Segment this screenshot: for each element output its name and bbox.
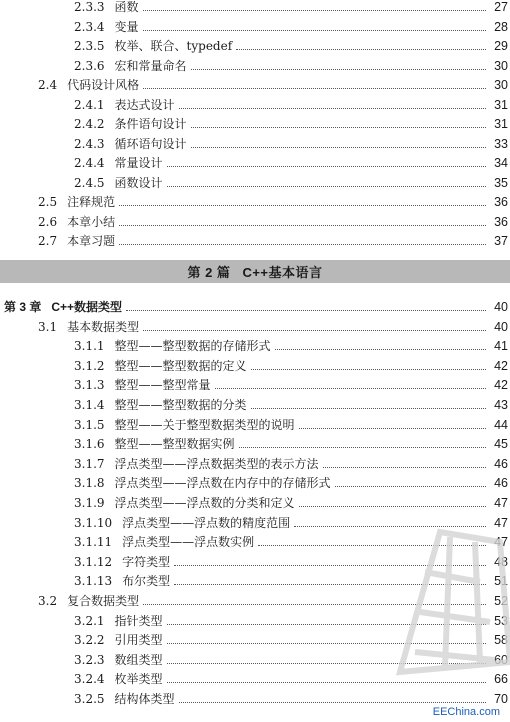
toc-entry-number: 2.3.5 [74, 39, 105, 53]
toc-entry-title: 代码设计风格 [67, 78, 140, 92]
toc-entry-title: 浮点类型——浮点数实例 [122, 535, 255, 550]
toc-entry-title: 布尔类型 [122, 574, 171, 589]
toc-entry-title: 枚举、联合、typedef [114, 39, 233, 53]
toc-entry-number: 3.2 [38, 594, 58, 608]
toc-entry-page: 46 [494, 456, 508, 471]
toc-entry-number: 3.1 [38, 319, 58, 334]
toc-entry-title: 循环语句设计 [114, 136, 187, 151]
toc-entry-title: 整型——关于整型数据类型的说明 [114, 417, 295, 432]
toc-entry-number: 3.1.5 [74, 417, 105, 432]
toc-entry-title: 浮点类型——浮点数的分类和定义 [114, 496, 295, 510]
toc-entry-number: 3.1.11 [74, 535, 113, 550]
toc-entry-number: 第 3 章 [4, 300, 42, 314]
toc-entry-page: 47 [494, 496, 508, 510]
toc-entry-number: 3.1.13 [74, 574, 113, 589]
toc-entry-page: 45 [494, 437, 508, 452]
toc-entry-number: 3.1.10 [74, 515, 113, 530]
toc-entry-title: 宏和常量命名 [114, 58, 187, 73]
toc-entry-number: 2.4.5 [74, 175, 105, 190]
toc-entry-page: 66 [494, 672, 508, 687]
toc-entry-page: 46 [494, 476, 508, 491]
part-number: 第 2 篇 [187, 265, 231, 280]
toc-entry-title: 本章习题 [67, 234, 116, 248]
toc-entry-page: 40 [494, 300, 508, 314]
watermark-seal [390, 512, 510, 682]
toc-entry-number: 3.1.2 [74, 358, 105, 373]
toc-entry-number: 3.1.12 [74, 554, 113, 569]
toc-entry-page: 30 [494, 78, 508, 92]
toc-entry-page: 27 [494, 0, 508, 14]
toc-entry-page: 42 [494, 358, 508, 373]
toc-entry-page: 58 [494, 633, 508, 648]
toc-entry-title: 注释规范 [67, 195, 116, 209]
toc-entry-page: 44 [494, 417, 508, 432]
toc-entry-title: 表达式设计 [114, 97, 175, 112]
site-credit: EEChina.com [430, 706, 500, 718]
toc-entry-number: 2.3.3 [74, 0, 105, 14]
toc-entry-title: 枚举类型 [114, 672, 163, 687]
toc-entry-number: 3.1.8 [74, 476, 105, 491]
toc-entry-page: 47 [494, 515, 508, 530]
toc-entry-title: 变量 [114, 19, 139, 34]
toc-entry-page: 36 [494, 195, 508, 209]
toc-entry-page: 70 [494, 692, 508, 706]
toc-entry-number: 3.2.5 [74, 692, 105, 706]
toc-entry-number: 2.5 [38, 195, 58, 209]
toc-entry-page: 29 [494, 39, 508, 53]
toc-entry-page: 48 [494, 554, 508, 569]
toc-entry-title: 常量设计 [114, 156, 163, 170]
toc-entry-number: 3.1.9 [74, 496, 105, 510]
toc-entry-page: 37 [494, 234, 508, 248]
toc-entry-number: 2.4.3 [74, 136, 105, 151]
toc-entry-number: 2.4.2 [74, 117, 105, 131]
toc-leader-dots [179, 701, 486, 703]
toc-entry-page: 33 [494, 136, 508, 151]
toc-entry-number: 3.2.3 [74, 652, 105, 667]
toc-entry-page: 35 [494, 175, 508, 190]
toc-entry-title: 整型——整型常量 [114, 378, 211, 393]
toc-entry [0, 226, 510, 248]
toc-entry-page: 40 [494, 319, 508, 334]
toc-entry-number: 3.1.7 [74, 456, 105, 471]
toc-entry [0, 684, 510, 706]
toc-entry-title: 函数 [114, 0, 139, 14]
toc-entry-title: 条件语句设计 [114, 117, 187, 131]
toc-entry-title: 整型——整型数据的分类 [114, 398, 247, 412]
toc-entry-page: 31 [494, 117, 508, 131]
toc-entry-title: 浮点类型——浮点数在内存中的存储形式 [114, 476, 331, 491]
toc-entry-page: 60 [494, 652, 508, 667]
toc-entry-title: 基本数据类型 [67, 319, 140, 334]
toc-entry-title: 数组类型 [114, 652, 163, 667]
toc-entry-number: 3.2.2 [74, 633, 105, 648]
toc-entry-number: 3.1.4 [74, 398, 105, 412]
toc-entry-number: 2.4 [38, 78, 58, 92]
toc-entry-title: 整型——整型数据的存储形式 [114, 339, 271, 354]
toc-entry-page: 28 [494, 19, 508, 34]
toc-entry-title: 浮点类型——浮点数的精度范围 [122, 515, 291, 530]
toc-entry-number: 2.3.6 [74, 58, 105, 73]
toc-entry-title: 引用类型 [114, 633, 163, 648]
toc-entry-title: 结构体类型 [114, 692, 175, 706]
toc-entry-number: 2.4.1 [74, 97, 105, 112]
toc-entry-page: 43 [494, 398, 508, 412]
toc-entry-number: 3.1.1 [74, 339, 105, 354]
toc-entry-title: 浮点类型——浮点数据类型的表示方法 [114, 456, 319, 471]
toc-entry-number: 2.4.4 [74, 156, 105, 170]
toc-entry-page: 36 [494, 214, 508, 229]
toc-entry-page: 31 [494, 97, 508, 112]
toc-entry-title: 字符类型 [122, 554, 171, 569]
toc-entry-number: 2.6 [38, 214, 58, 229]
toc-entry-title: 指针类型 [114, 613, 163, 628]
toc-entry-number: 3.2.4 [74, 672, 105, 687]
toc-entry-page: 30 [494, 58, 508, 73]
toc-entry-number: 3.1.3 [74, 378, 105, 393]
toc-entry-number: 2.3.4 [74, 19, 105, 34]
toc-entry-page: 53 [494, 613, 508, 628]
toc-entry-page: 34 [494, 156, 508, 170]
toc-entry-title: 复合数据类型 [67, 594, 140, 608]
toc-entry-title: 整型——整型数据实例 [114, 437, 235, 452]
part-header-band [0, 260, 510, 283]
toc-entry-page: 51 [494, 574, 508, 589]
toc-entry-title: 本章小结 [67, 214, 116, 229]
toc-leader-dots [119, 243, 486, 245]
toc-entry-number: 3.1.6 [74, 437, 105, 452]
toc-entry-number: 2.7 [38, 234, 58, 248]
toc-entry-title: 函数设计 [114, 175, 163, 190]
toc-entry-page: 41 [494, 339, 508, 354]
toc-entry-title: C++数据类型 [51, 300, 123, 314]
toc-entry-title: 整型——整型数据的定义 [114, 358, 247, 373]
toc-entry-page: 52 [494, 594, 508, 608]
toc-entry-page: 47 [494, 535, 508, 550]
toc-entry-number: 3.2.1 [74, 613, 105, 628]
part-title: C++基本语言 [242, 265, 323, 280]
toc-entry-page: 42 [494, 378, 508, 393]
